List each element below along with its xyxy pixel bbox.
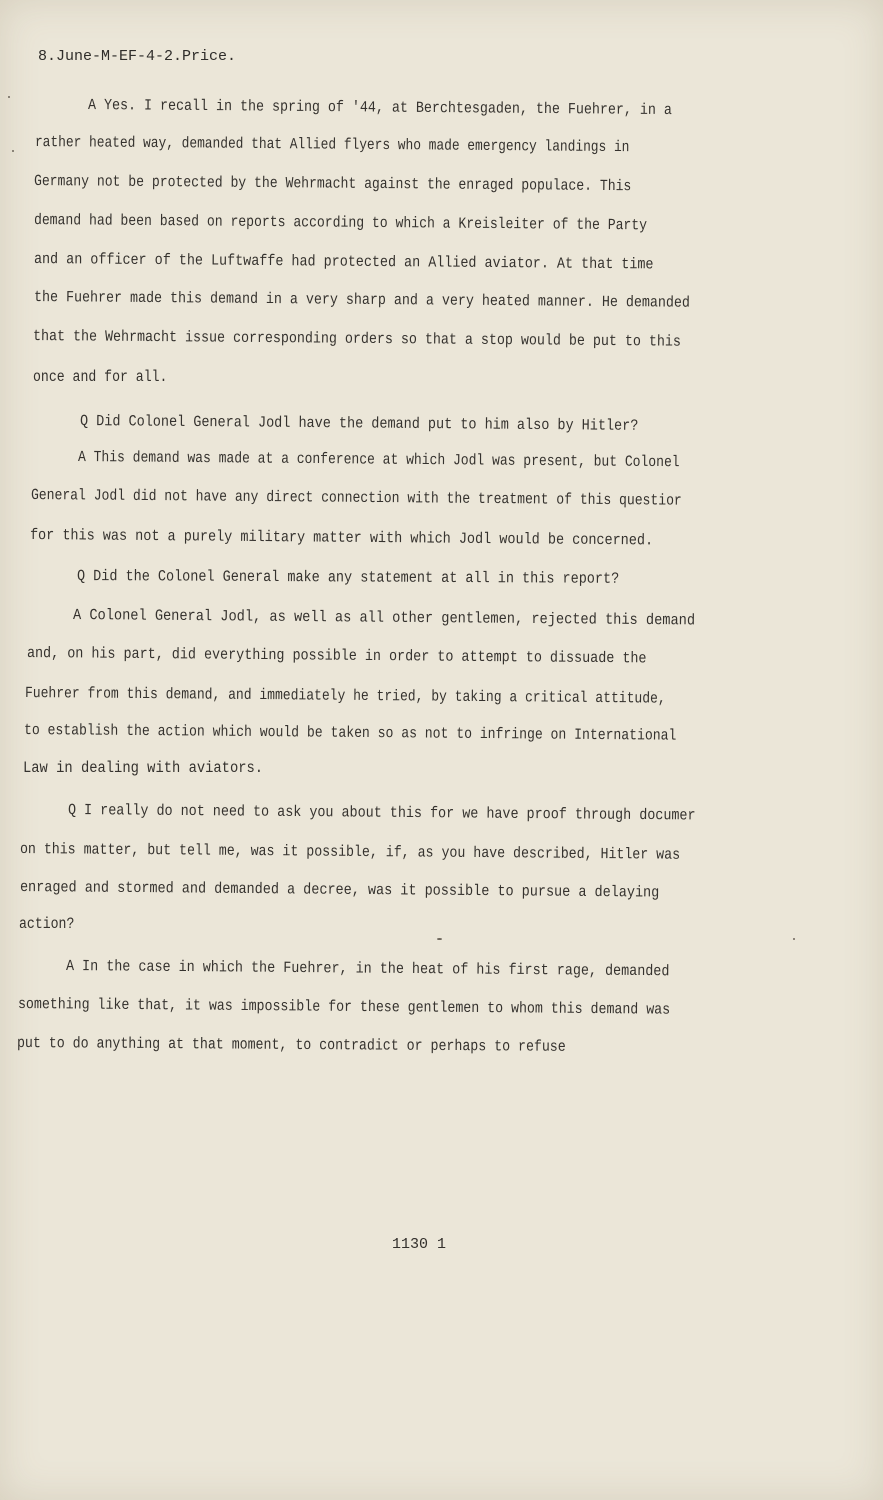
document-header: 8.June-M-EF-4-2.Price. xyxy=(38,48,237,65)
text-line: Fuehrer from this demand, and immediately he tried, by taking a critical attitude, xyxy=(24,684,666,708)
text-line: A In the case in which the Fuehrer, in the heat of his first rage, demanded xyxy=(65,957,670,981)
paper-speck xyxy=(437,938,442,940)
text-line: A This demand was made at a conference at which Jodl was present, but Colonel xyxy=(77,448,680,472)
text-line: Law in dealing with aviators. xyxy=(23,759,264,777)
text-line: the Fuehrer made this demand in a very sharp and a very heated manner. He demanded xyxy=(33,288,691,312)
text-line: something like that, it was impossible for these gentlemen to whom this demand was xyxy=(17,995,671,1019)
text-line: on this matter, but tell me, was it possible, if, as you have described, Hitler was xyxy=(19,840,681,864)
text-line: A Yes. I recall in the spring of '44, at Berchtesgaden, the Fuehrer, in a xyxy=(87,96,673,120)
text-line: put to do anything at that moment, to contradict or perhaps to refuse xyxy=(16,1034,566,1056)
text-line: that the Wehrmacht issue corresponding orders so that a stop would be put to this xyxy=(32,327,682,351)
page-number: 1130 1 xyxy=(392,1236,447,1253)
text-line: General Jodl did not have any direct connection with the treatment of this questior xyxy=(30,486,682,510)
text-line: action? xyxy=(19,915,75,933)
text-line: Q Did Colonel General Jodl have the demand put to him also by Hitler? xyxy=(79,412,639,435)
paper-speck xyxy=(8,96,10,98)
text-line: once and for all. xyxy=(33,368,168,386)
text-line: for this was not a purely military matter with which Jodl would be concerned. xyxy=(29,526,654,550)
text-line: rather heated way, demanded that Allied flyers who made emergency landings in xyxy=(34,133,630,157)
text-line: Q Did the Colonel General make any statement at all in this report? xyxy=(76,567,620,588)
text-line: enraged and stormed and demanded a decree, was it possible to pursue a delaying xyxy=(19,878,660,902)
text-line: Germany not be protected by the Wehrmacht against the enraged populace. This xyxy=(33,172,632,196)
text-line: and an officer of the Luftwaffe had protected an Allied aviator. At that time xyxy=(33,250,654,274)
text-line: and, on his part, did everything possible in order to attempt to dissuade the xyxy=(26,644,647,668)
paper-speck xyxy=(12,150,14,152)
text-line: A Colonel General Jodl, as well as all other gentlemen, rejected this demand xyxy=(72,606,696,630)
text-line: demand had been based on reports according to which a Kreisleiter of the Party xyxy=(33,211,648,235)
text-line: to establish the action which would be taken so as not to infringe on International xyxy=(23,721,677,745)
paper-speck xyxy=(793,938,795,940)
text-line: Q I really do not need to ask you about this for we have proof through documer xyxy=(67,801,696,825)
